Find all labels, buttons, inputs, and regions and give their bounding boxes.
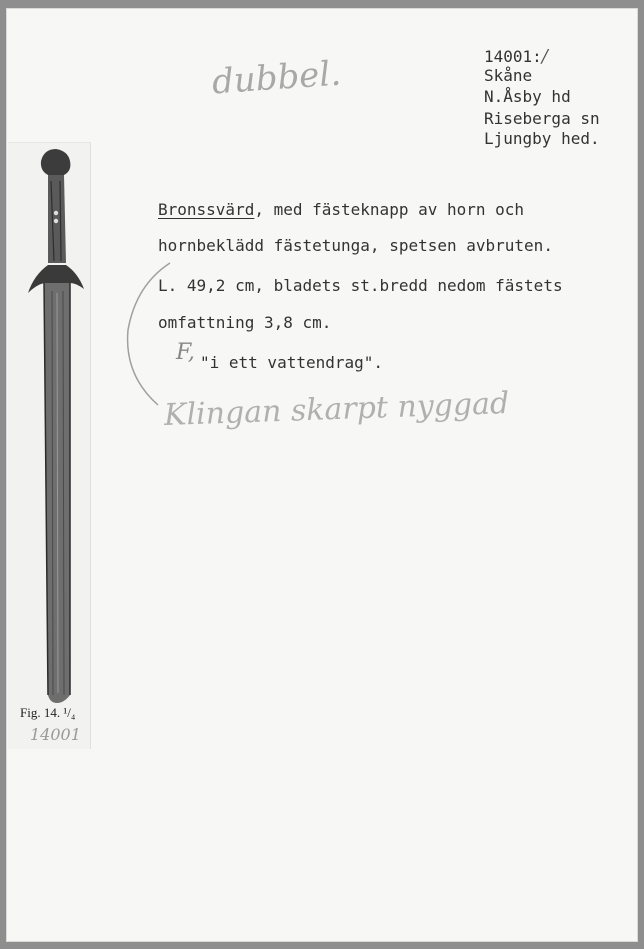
handwritten-mark: F, (176, 340, 195, 365)
object-term: Bronssvärd (158, 200, 255, 219)
catalog-number-suffix: / (541, 46, 548, 67)
figure-caption-label: Fig. 14. (20, 705, 61, 720)
description-line-4: omfattning 3,8 cm. (158, 313, 332, 332)
figure-caption-scale: ¹/₄ (63, 705, 76, 720)
description-line-2: hornbeklädd fästetunga, spetsen avbruten. (158, 236, 553, 255)
description-line-1 (158, 200, 524, 219)
catalog-card (6, 8, 638, 942)
header-province: Skåne (484, 66, 533, 85)
bronze-sword-drawing-icon (8, 143, 90, 749)
description-line-1-rest: , med fästeknapp av horn och (254, 200, 525, 219)
handwritten-note-bottom: Klingan skarpt nyggad (163, 385, 510, 434)
header-parish: Riseberga sn (484, 109, 600, 128)
header-site: Ljungby hed. (484, 129, 600, 148)
catalog-number (484, 48, 548, 66)
handwritten-note-top: dubbel. (210, 53, 343, 103)
handwritten-caption-number: 14001 (30, 725, 81, 744)
figure-photo (8, 142, 91, 749)
description-line-3: L. 49,2 cm, bladets st.bredd nedom fästets (158, 276, 563, 295)
header-district: N.Åsby hd (484, 87, 571, 106)
figure-caption (20, 705, 75, 721)
description-line-5: "i ett vattendrag". (200, 353, 384, 372)
catalog-number-text: 14001: (484, 47, 542, 66)
handwritten-bracket-icon (118, 255, 178, 415)
